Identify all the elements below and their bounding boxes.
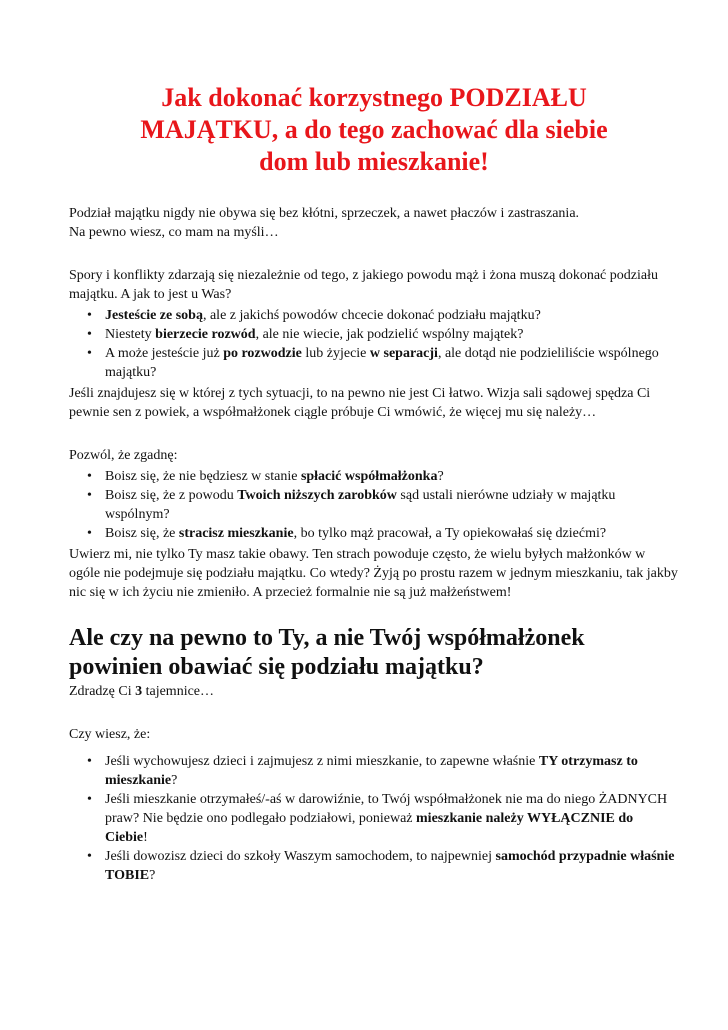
guess-after-paragraph: Uwierz mi, nie tylko Ty masz takie obawy. Ten strach powoduje często, że wielu byłych małżonków w ogóle nie podejmuje się podziału majątku. Co wtedy? Żyją po prostu razem w jednym mieszkaniu, tak jakby nic się w ich życiu nie zmieniło. A przecież formalnie nie są już małżeństwem! [69, 547, 678, 600]
secrets-line: Zdradzę Ci 3 tajemnice… [69, 684, 215, 699]
bullet-icon: • [87, 469, 92, 484]
document-title [69, 82, 679, 178]
bullet-icon: • [87, 849, 92, 864]
intro-line-1: Podział majątku nigdy nie obywa się bez kłótni, sprzeczek, a nawet płaczów i zastraszania. [69, 206, 580, 221]
conflicts-after-paragraph: Jeśli znajdujesz się w której z tych sytuacji, to na pewno nie jest Ci łatwo. Wizja sali sądowej spędza Ci pewnie sen z powiek, a współmałżonek ciągle próbuje Ci wmówić, że więcej mu się należy… [69, 386, 651, 420]
title-line-2: MAJĄTKU, a do tego zachować dla siebie [140, 115, 608, 144]
list-item: • Boisz się, że stracisz mieszkanie, bo tylko mąż pracował, a Ty opiekowałaś się dziećmi? [87, 526, 607, 541]
section-heading [69, 624, 679, 682]
situations-list [69, 306, 679, 382]
list-item: • Jeśli mieszkanie otrzymałeś/-aś w darowiźnie, to Twój współmałżonek nie ma do niego ŻADNYCH praw? Nie będzie ono podlegało podziałowi, ponieważ mieszkanie należy WYŁĄCZNIE do Ciebie! [87, 792, 668, 845]
guess-lead: Pozwól, że zgadnę: [69, 448, 178, 463]
bullet-icon: • [87, 754, 92, 769]
list-item: • Jesteście ze sobą, ale z jakichś powodów chcecie dokonać podziału majątku? [87, 308, 541, 323]
know-lead: Czy wiesz, że: [69, 727, 151, 742]
title-line-3: dom lub mieszkanie! [259, 147, 489, 176]
list-item: • Boisz się, że z powodu Twoich niższych zarobków sąd ustali nierówne udziały w majątku wspólnym? [87, 488, 616, 522]
heading-line-2: powinien obawiać się podziału majątku? [69, 654, 484, 680]
list-item: • Niestety bierzecie rozwód, ale nie wiecie, jak podzielić wspólny majątek? [87, 327, 524, 342]
title-line-1: Jak dokonać korzystnego PODZIAŁU [161, 83, 587, 112]
bullet-icon: • [87, 488, 92, 503]
bullet-icon: • [87, 308, 92, 323]
fears-list [69, 467, 679, 543]
list-item: • Jeśli wychowujesz dzieci i zajmujesz z nimi mieszkanie, to zapewne właśnie TY otrzymasz to mieszkanie? [87, 754, 638, 788]
bullet-icon: • [87, 526, 92, 541]
list-item: • Boisz się, że nie będziesz w stanie spłacić współmałżonka? [87, 469, 444, 484]
bullet-icon: • [87, 346, 92, 361]
conflicts-paragraph: Spory i konflikty zdarzają się niezależnie od tego, z jakiego powodu mąż i żona muszą dokonać podziału majątku. A jak to jest u Was? [69, 268, 658, 302]
secrets-list [69, 752, 679, 885]
document-page [69, 82, 679, 887]
bullet-icon: • [87, 792, 92, 807]
intro-line-2: Na pewno wiesz, co mam na myśli… [69, 225, 279, 240]
heading-line-1: Ale czy na pewno to Ty, a nie Twój współmałżonek [69, 625, 585, 651]
list-item: • Jeśli dowozisz dzieci do szkoły Waszym samochodem, to najpewniej samochód przypadnie właśnie TOBIE? [87, 849, 675, 883]
bullet-icon: • [87, 327, 92, 342]
list-item: • A może jesteście już po rozwodzie lub żyjecie w separacji, ale dotąd nie podzieliliście wspólnego majątku? [87, 346, 659, 380]
